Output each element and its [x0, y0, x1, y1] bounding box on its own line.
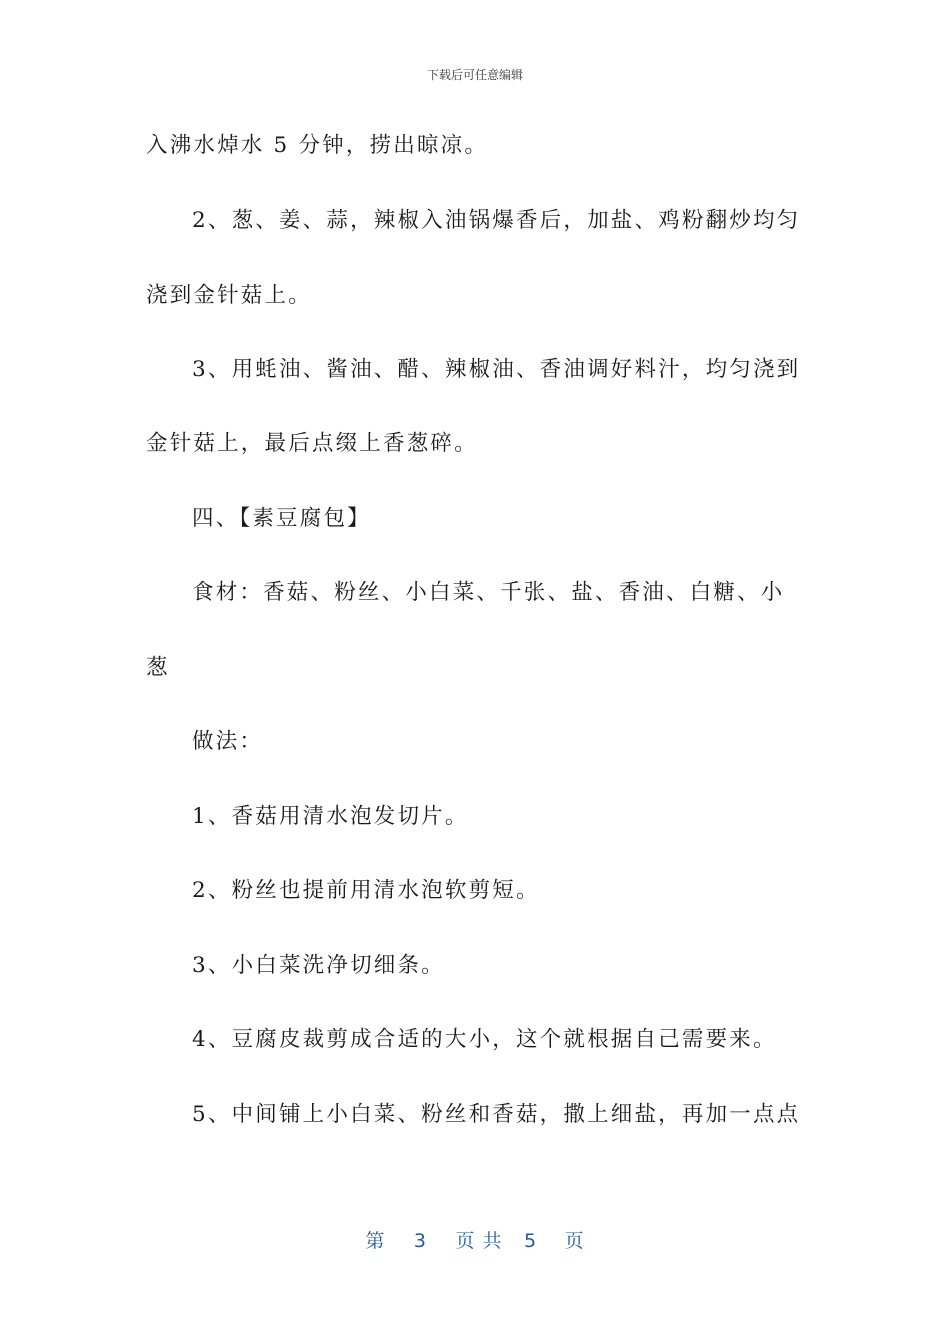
- method-heading: 做法：: [192, 729, 264, 754]
- step-line: 2、粉丝也提前用清水泡软剪短。: [192, 878, 540, 903]
- ingredients-line: 食材：香菇、粉丝、小白菜、千张、盐、香油、白糖、小: [192, 580, 785, 605]
- footer-middle: 页 共: [455, 1230, 503, 1252]
- body-line: 入沸水焯水 5 分钟，捞出晾凉。: [146, 133, 489, 158]
- page-header: 下载后可任意编辑: [426, 68, 523, 82]
- body-line: 2、葱、姜、蒜，辣椒入油锅爆香后，加盐、鸡粉翻炒均匀: [192, 208, 801, 233]
- step-line: 4、豆腐皮裁剪成合适的大小，这个就根据自己需要来。: [192, 1027, 777, 1052]
- body-line: 金针菇上，最后点缀上香葱碎。: [146, 431, 478, 456]
- total-pages-number: 5: [524, 1230, 538, 1252]
- body-line: 3、用蚝油、酱油、醋、辣椒油、香油调好料汁，均匀浇到: [192, 357, 801, 382]
- page-footer: [0, 1226, 950, 1253]
- footer-suffix: 页: [564, 1230, 585, 1252]
- current-page-number: 3: [413, 1230, 427, 1252]
- ingredients-line: 葱: [146, 655, 170, 680]
- body-line: 浇到金针菇上。: [146, 283, 312, 308]
- footer-prefix: 第: [365, 1230, 386, 1252]
- step-line: 5、中间铺上小白菜、粉丝和香菇，撒上细盐，再加一点点: [192, 1102, 801, 1127]
- section-heading: 四、【素豆腐包】: [192, 506, 371, 531]
- step-line: 1、香菇用清水泡发切片。: [192, 804, 469, 829]
- step-line: 3、小白菜洗净切细条。: [192, 953, 445, 978]
